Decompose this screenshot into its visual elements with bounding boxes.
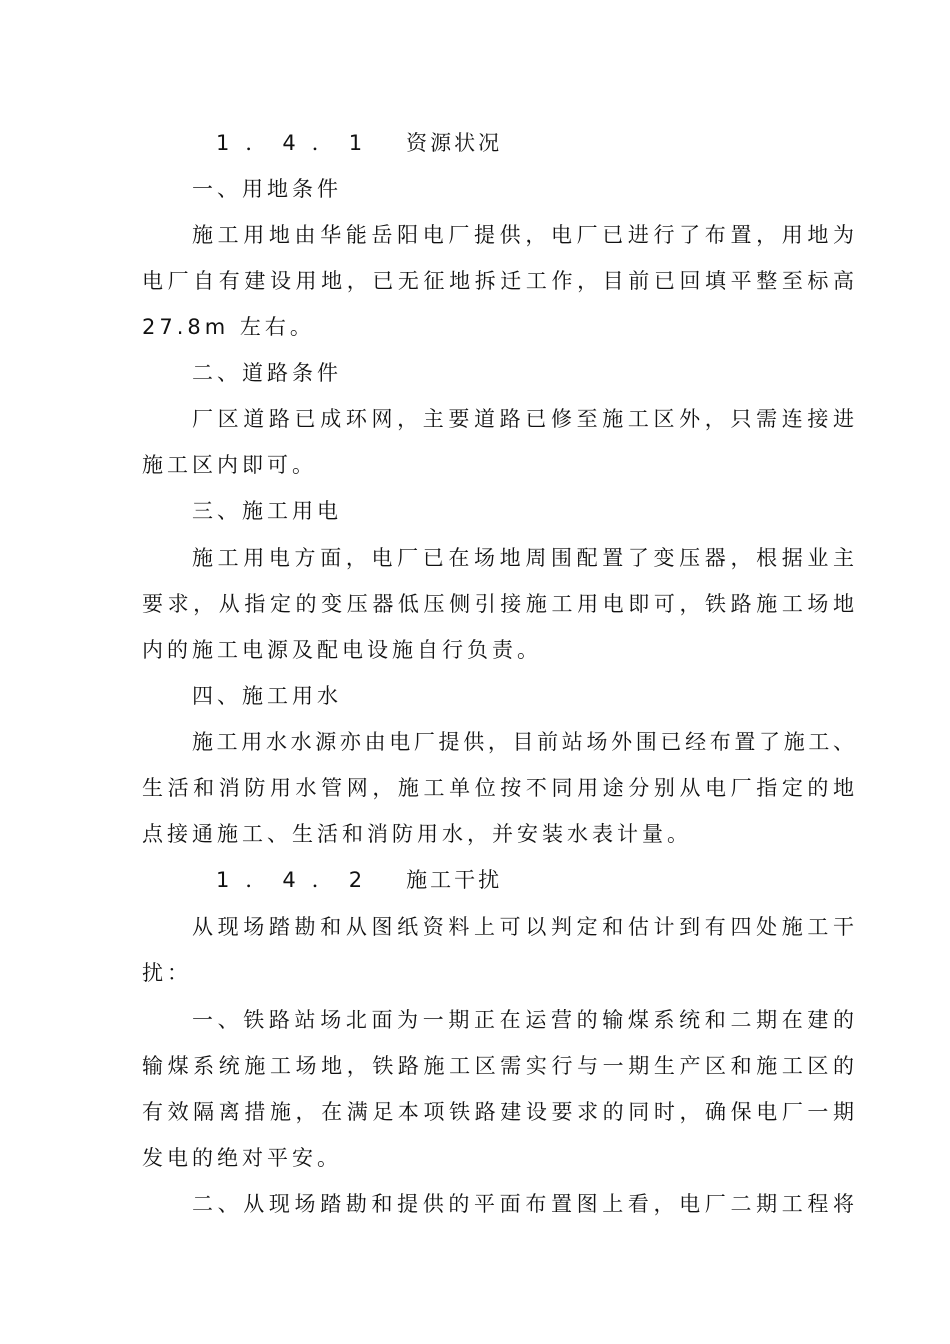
- section-heading-1-4-2: [216, 863, 816, 897]
- paragraph-line: 厂区道路已成环网，主要道路已修至施工区外，只需连接进: [192, 407, 854, 431]
- subheading-land-conditions: 一、用地条件: [192, 177, 342, 201]
- subheading-road-conditions: 二、道路条件: [192, 361, 342, 385]
- subheading-construction-power: 三、施工用电: [192, 499, 342, 523]
- paragraph-line: 有效隔离措施，在满足本项铁路建设要求的同时，确保电厂一期: [142, 1100, 854, 1124]
- paragraph-line: 施工区内即可。: [142, 453, 317, 477]
- paragraph-line: 生活和消防用水管网，施工单位按不同用途分别从电厂指定的地: [142, 776, 854, 800]
- paragraph-line: 一、铁路站场北面为一期正在运营的输煤系统和二期在建的: [192, 1008, 854, 1032]
- paragraph-line: 点接通施工、生活和消防用水，并安装水表计量。: [142, 822, 692, 846]
- paragraph-line: 施工用地由华能岳阳电厂提供，电厂已进行了布置，用地为: [192, 223, 854, 247]
- section-title: 施工干扰: [406, 868, 503, 892]
- section-number: 1．4．2: [216, 868, 379, 892]
- paragraph-line: 内的施工电源及配电设施自行负责。: [142, 638, 542, 662]
- subheading-construction-water: 四、施工用水: [192, 684, 342, 708]
- section-heading-1-4-1: [216, 126, 816, 160]
- paragraph-line: 电厂自有建设用地，已无征地拆迁工作，目前已回填平整至标高: [142, 269, 854, 293]
- paragraph-line: 发电的绝对平安。: [142, 1146, 342, 1170]
- paragraph-line: 二、从现场踏勘和提供的平面布置图上看，电厂二期工程将: [192, 1192, 854, 1216]
- paragraph-line: 输煤系统施工场地，铁路施工区需实行与一期生产区和施工区的: [142, 1054, 854, 1078]
- section-number: 1．4．1: [216, 131, 379, 155]
- paragraph-line: 扰：: [142, 961, 192, 985]
- section-title: 资源状况: [406, 131, 503, 155]
- paragraph-line: 27.8m 左右。: [142, 315, 315, 339]
- paragraph-line: 施工用电方面，电厂已在场地周围配置了变压器，根据业主: [192, 546, 854, 570]
- paragraph-line: 施工用水水源亦由电厂提供，目前站场外围已经布置了施工、: [192, 730, 854, 754]
- paragraph-line: 从现场踏勘和从图纸资料上可以判定和估计到有四处施工干: [192, 915, 854, 939]
- paragraph-line: 要求，从指定的变压器低压侧引接施工用电即可，铁路施工场地: [142, 592, 854, 616]
